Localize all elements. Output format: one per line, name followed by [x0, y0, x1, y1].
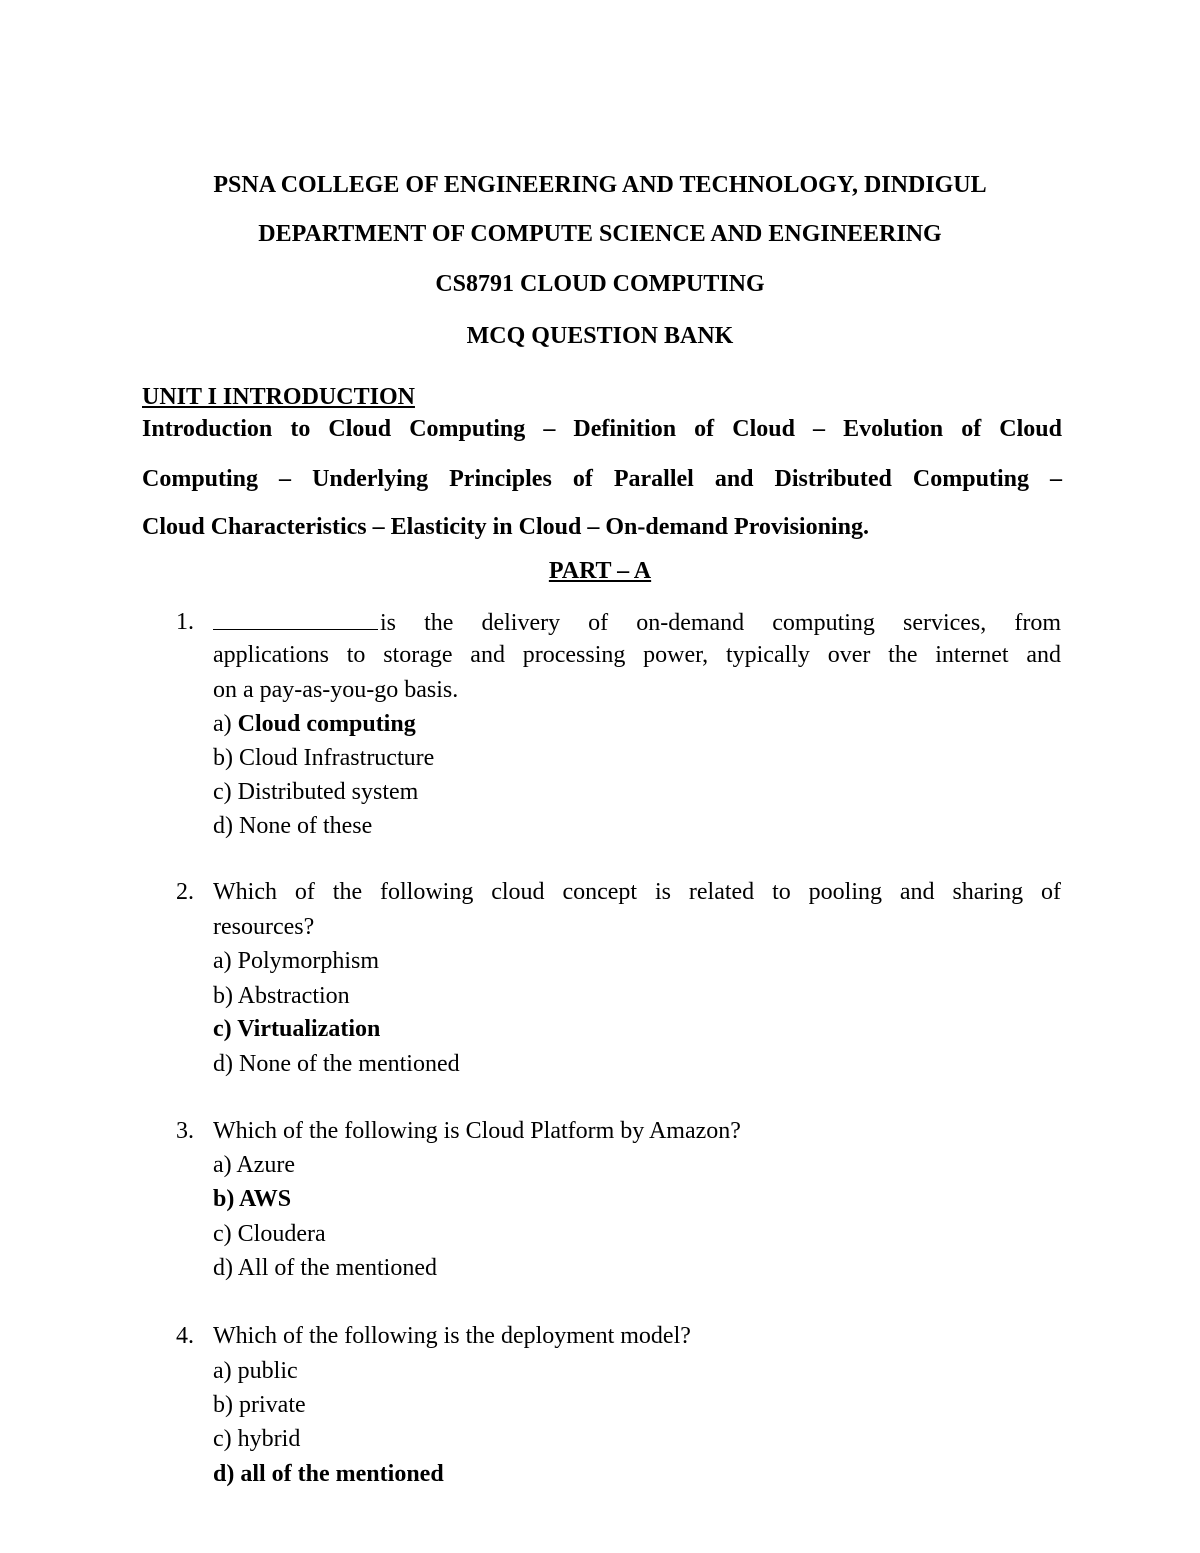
option-letter: a) — [213, 1152, 232, 1178]
option-correct — [213, 1014, 380, 1044]
answer-blank — [213, 607, 378, 630]
option — [213, 1424, 300, 1454]
question-text-line: resources? — [213, 914, 315, 940]
option-letter: c) — [213, 779, 232, 805]
unit-title: UNIT I INTRODUCTION — [142, 384, 415, 410]
option — [213, 743, 434, 773]
option-text-correct: Virtualization — [237, 1016, 381, 1042]
option-text: public — [237, 1358, 298, 1384]
option — [213, 811, 372, 841]
option — [213, 1390, 306, 1420]
syllabus-line: Introduction to Cloud Computing – Definition of Cloud – Evolution of Cloud — [142, 416, 1062, 442]
option — [213, 1356, 298, 1386]
question-number: 2. — [176, 879, 194, 905]
question-text-line: Which of the following is the deployment model? — [213, 1323, 691, 1349]
college-name: PSNA COLLEGE OF ENGINEERING AND TECHNOLOGY, DINDIGUL — [213, 172, 987, 198]
option-letter: b) — [213, 1392, 233, 1418]
syllabus-line: Cloud Characteristics – Elasticity in Cloud – On-demand Provisioning. — [142, 514, 869, 540]
option-text: Abstraction — [237, 983, 350, 1009]
option-letter: a) — [213, 1358, 232, 1384]
option — [213, 1253, 437, 1283]
option-text: Distributed system — [237, 779, 419, 805]
question-text-line: is the delivery of on-demand computing services, from — [213, 607, 1061, 638]
option-letter: d) — [213, 813, 233, 839]
option-letter: b) — [213, 983, 233, 1009]
option — [213, 777, 418, 807]
option-letter: c) — [213, 1016, 232, 1042]
option-text: All of the mentioned — [237, 1255, 437, 1281]
syllabus-line: Computing – Underlying Principles of Parallel and Distributed Computing – — [142, 466, 1062, 492]
option-letter: b) — [213, 745, 233, 771]
question-text-line: Which of the following cloud concept is related to pooling and sharing of — [213, 879, 1061, 905]
option-text-correct: AWS — [239, 1186, 292, 1212]
option-text: Polymorphism — [237, 948, 380, 974]
option-text: Azure — [236, 1152, 295, 1178]
option-text: Cloudera — [237, 1221, 326, 1247]
option — [213, 1150, 295, 1180]
option-letter: a) — [213, 711, 232, 737]
question-text-line: applications to storage and processing power, typically over the internet and — [213, 642, 1061, 668]
option-letter: a) — [213, 948, 232, 974]
part-heading: PART – A — [548, 558, 652, 584]
option — [213, 1049, 460, 1079]
document-type: MCQ QUESTION BANK — [466, 323, 734, 349]
option-correct — [213, 1459, 444, 1489]
question-number: 4. — [176, 1323, 194, 1349]
course-title: CS8791 CLOUD COMPUTING — [435, 271, 765, 297]
question-text-line: on a pay-as-you-go basis. — [213, 677, 459, 703]
option-text-correct: all of the mentioned — [240, 1461, 444, 1487]
option-text: hybrid — [237, 1426, 301, 1452]
question-number: 1. — [176, 609, 194, 635]
option-letter: d) — [213, 1255, 233, 1281]
option — [213, 981, 350, 1011]
department-name: DEPARTMENT OF COMPUTE SCIENCE AND ENGINEERING — [258, 221, 942, 247]
option-correct — [213, 1184, 291, 1214]
question-text-line: Which of the following is Cloud Platform by Amazon? — [213, 1118, 741, 1144]
option-letter: b) — [213, 1186, 235, 1212]
option — [213, 1219, 326, 1249]
option-text: Cloud Infrastructure — [239, 745, 435, 771]
option — [213, 946, 379, 976]
option-letter: c) — [213, 1426, 232, 1452]
option-text: private — [239, 1392, 306, 1418]
option-letter: d) — [213, 1051, 233, 1077]
option-text-correct: Cloud computing — [237, 711, 416, 737]
option-letter: c) — [213, 1221, 232, 1247]
option-text: None of the mentioned — [239, 1051, 460, 1077]
option — [213, 709, 416, 739]
option-letter: d) — [213, 1461, 235, 1487]
option-text: None of these — [239, 813, 373, 839]
question-number: 3. — [176, 1118, 194, 1144]
